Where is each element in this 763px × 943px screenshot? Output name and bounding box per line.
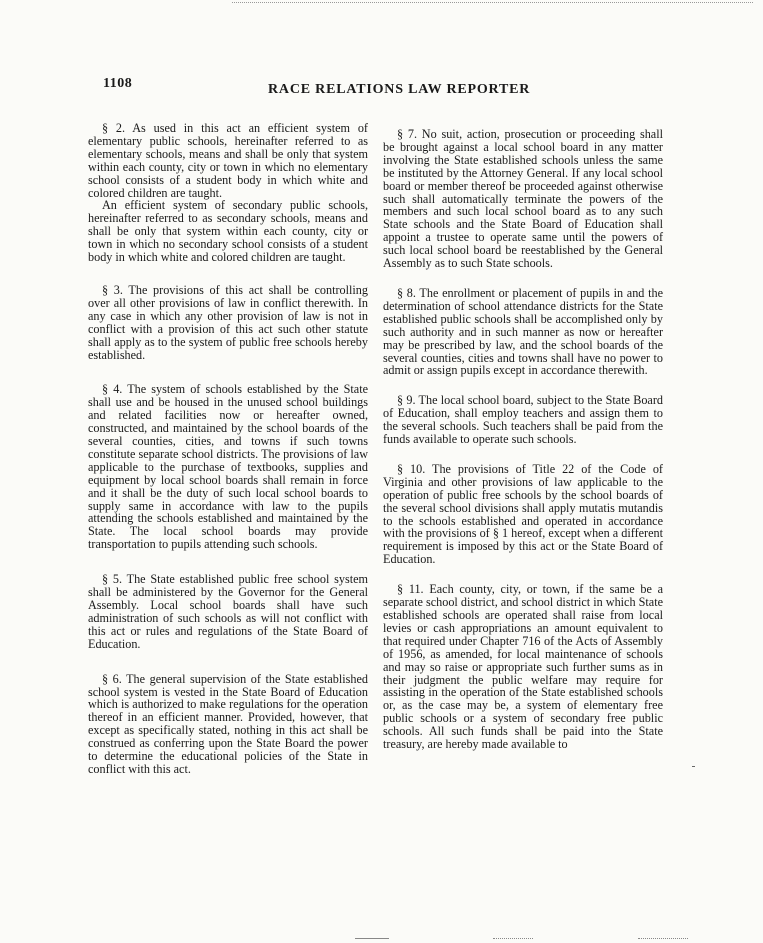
right-column <box>383 128 663 768</box>
scan-mark <box>638 938 688 939</box>
section-2-paragraph-2: An efficient system of secondary public schools, hereinafter referred to as secondary schools, means and shall be only that system within each county, city or town in which no secondary school consists of a student body in which white and colored children are taught. <box>88 198 368 265</box>
scan-mark <box>355 938 389 939</box>
page-number: 1108 <box>103 76 133 91</box>
section-3-text: § 3. The provisions of this act shall be controlling over all other provisions of law in conflict therewith. In any case in which any other provision of law is not in conflict with a provision of this act such other statute shall apply as to the system of public free schools hereby established. <box>88 282 368 362</box>
section-4-text: § 4. The system of schools established by the State shall use and be housed in the unused school buildings and related facilities now or hereafter owned, constructed, and maintained by the school boards of the several counties, cities, and towns if such towns constitute separate school districts. The provisions of law applicable to the purchase of textbooks, supplies and equipment by local school boards shall remain in force and it shall be the duty of such local school boards to supply same in accordance with law to the pupils attending the schools established and maintained by the State. The local school boards may provide transportation to pupils attending such schools. <box>88 382 368 552</box>
page-header <box>0 76 763 106</box>
section-2 <box>88 122 368 264</box>
top-border-rule <box>232 2 753 3</box>
section-9 <box>383 394 663 446</box>
section-7-text: § 7. No suit, action, prosecution or proceeding shall be brought against a local school board in any matter involving the State established schools unless the same be instituted by the Attorney General. If any local school board or member thereof be proceeded against otherwise such shall automatically terminate the powers of the members and such local school board as to any such State schools and the State Board of Education shall appoint a trustee to operate same until the powers of such local school board be reestablished by the General Assembly as to such State schools. <box>383 127 663 271</box>
left-column <box>88 122 368 796</box>
section-5-text: § 5. The State established public free school system shall be administered by the Governor for the General Assembly. Local school boards shall have such administration of such schools as will not conflict with this act or rules and regulations of the State Board of Education. <box>88 572 368 651</box>
margin-mark <box>692 766 695 767</box>
section-3 <box>88 284 368 361</box>
section-8-text: § 8. The enrollment or placement of pupils in and the determination of school attendance districts for the State established public schools shall be accomplished only by such authority and in such manner as now or hereafter may be prescribed by law, and the school boards of the several counties, cities and towns shall have no power to admit or assign pupils except in accordance therewith. <box>383 285 663 378</box>
section-10 <box>383 463 663 566</box>
section-11-text: § 11. Each county, city, or town, if the same be a separate school district, and school district in which State established schools are operated shall raise from local levies or cash appropriations an amount equivalent to that required under Chapter 716 of the Acts of Assembly of 1956, as amended, for local maintenance of schools and may so raise or appropriate such further sums as in their judgment the public welfare may require for assisting in the operation of the State established schools or, as the case may be, a system of elementary free public schools or a system of secondary free public schools. All such funds shall be paid into the State treasury, are hereby made available to <box>383 582 663 752</box>
section-5 <box>88 573 368 650</box>
section-4 <box>88 383 368 551</box>
section-7 <box>383 128 663 270</box>
section-2-paragraph-1: § 2. As used in this act an efficient system of elementary public schools, hereinafter referred to as elementary schools, means and shall be only that system within each county, city or town in which no elementary school consists of a student body in which white and colored children are taught. <box>88 121 368 200</box>
section-11 <box>383 583 663 751</box>
bottom-scan-marks <box>0 936 763 943</box>
section-6-text: § 6. The general supervision of the State established school system is vested in the State Board of Education which is authorized to make regulations for the operation thereof in an efficient manner. Provided, however, that except as specifically stated, nothing in this act shall be construed as conferring upon the State Board the power to determine the educational policies of the State in conflict with this act. <box>88 671 368 776</box>
scan-mark <box>493 938 533 939</box>
section-10-text: § 10. The provisions of Title 22 of the Code of Virginia and other provisions of law applicable to the operation of public free schools by the school boards of the several school divisions shall apply mutatis mutandis to the schools established and operated in accordance with the provisions of § 1 hereof, except when a different requirement is imposed by this act or the State Board of Education. <box>383 461 663 567</box>
section-8 <box>383 287 663 377</box>
section-9-text: § 9. The local school board, subject to the State Board of Education, shall employ teachers and assign them to the several schools. Such teachers shall be paid from the funds available to operate such schools. <box>383 393 663 447</box>
section-6 <box>88 673 368 776</box>
running-head: RACE RELATIONS LAW REPORTER <box>268 82 531 97</box>
